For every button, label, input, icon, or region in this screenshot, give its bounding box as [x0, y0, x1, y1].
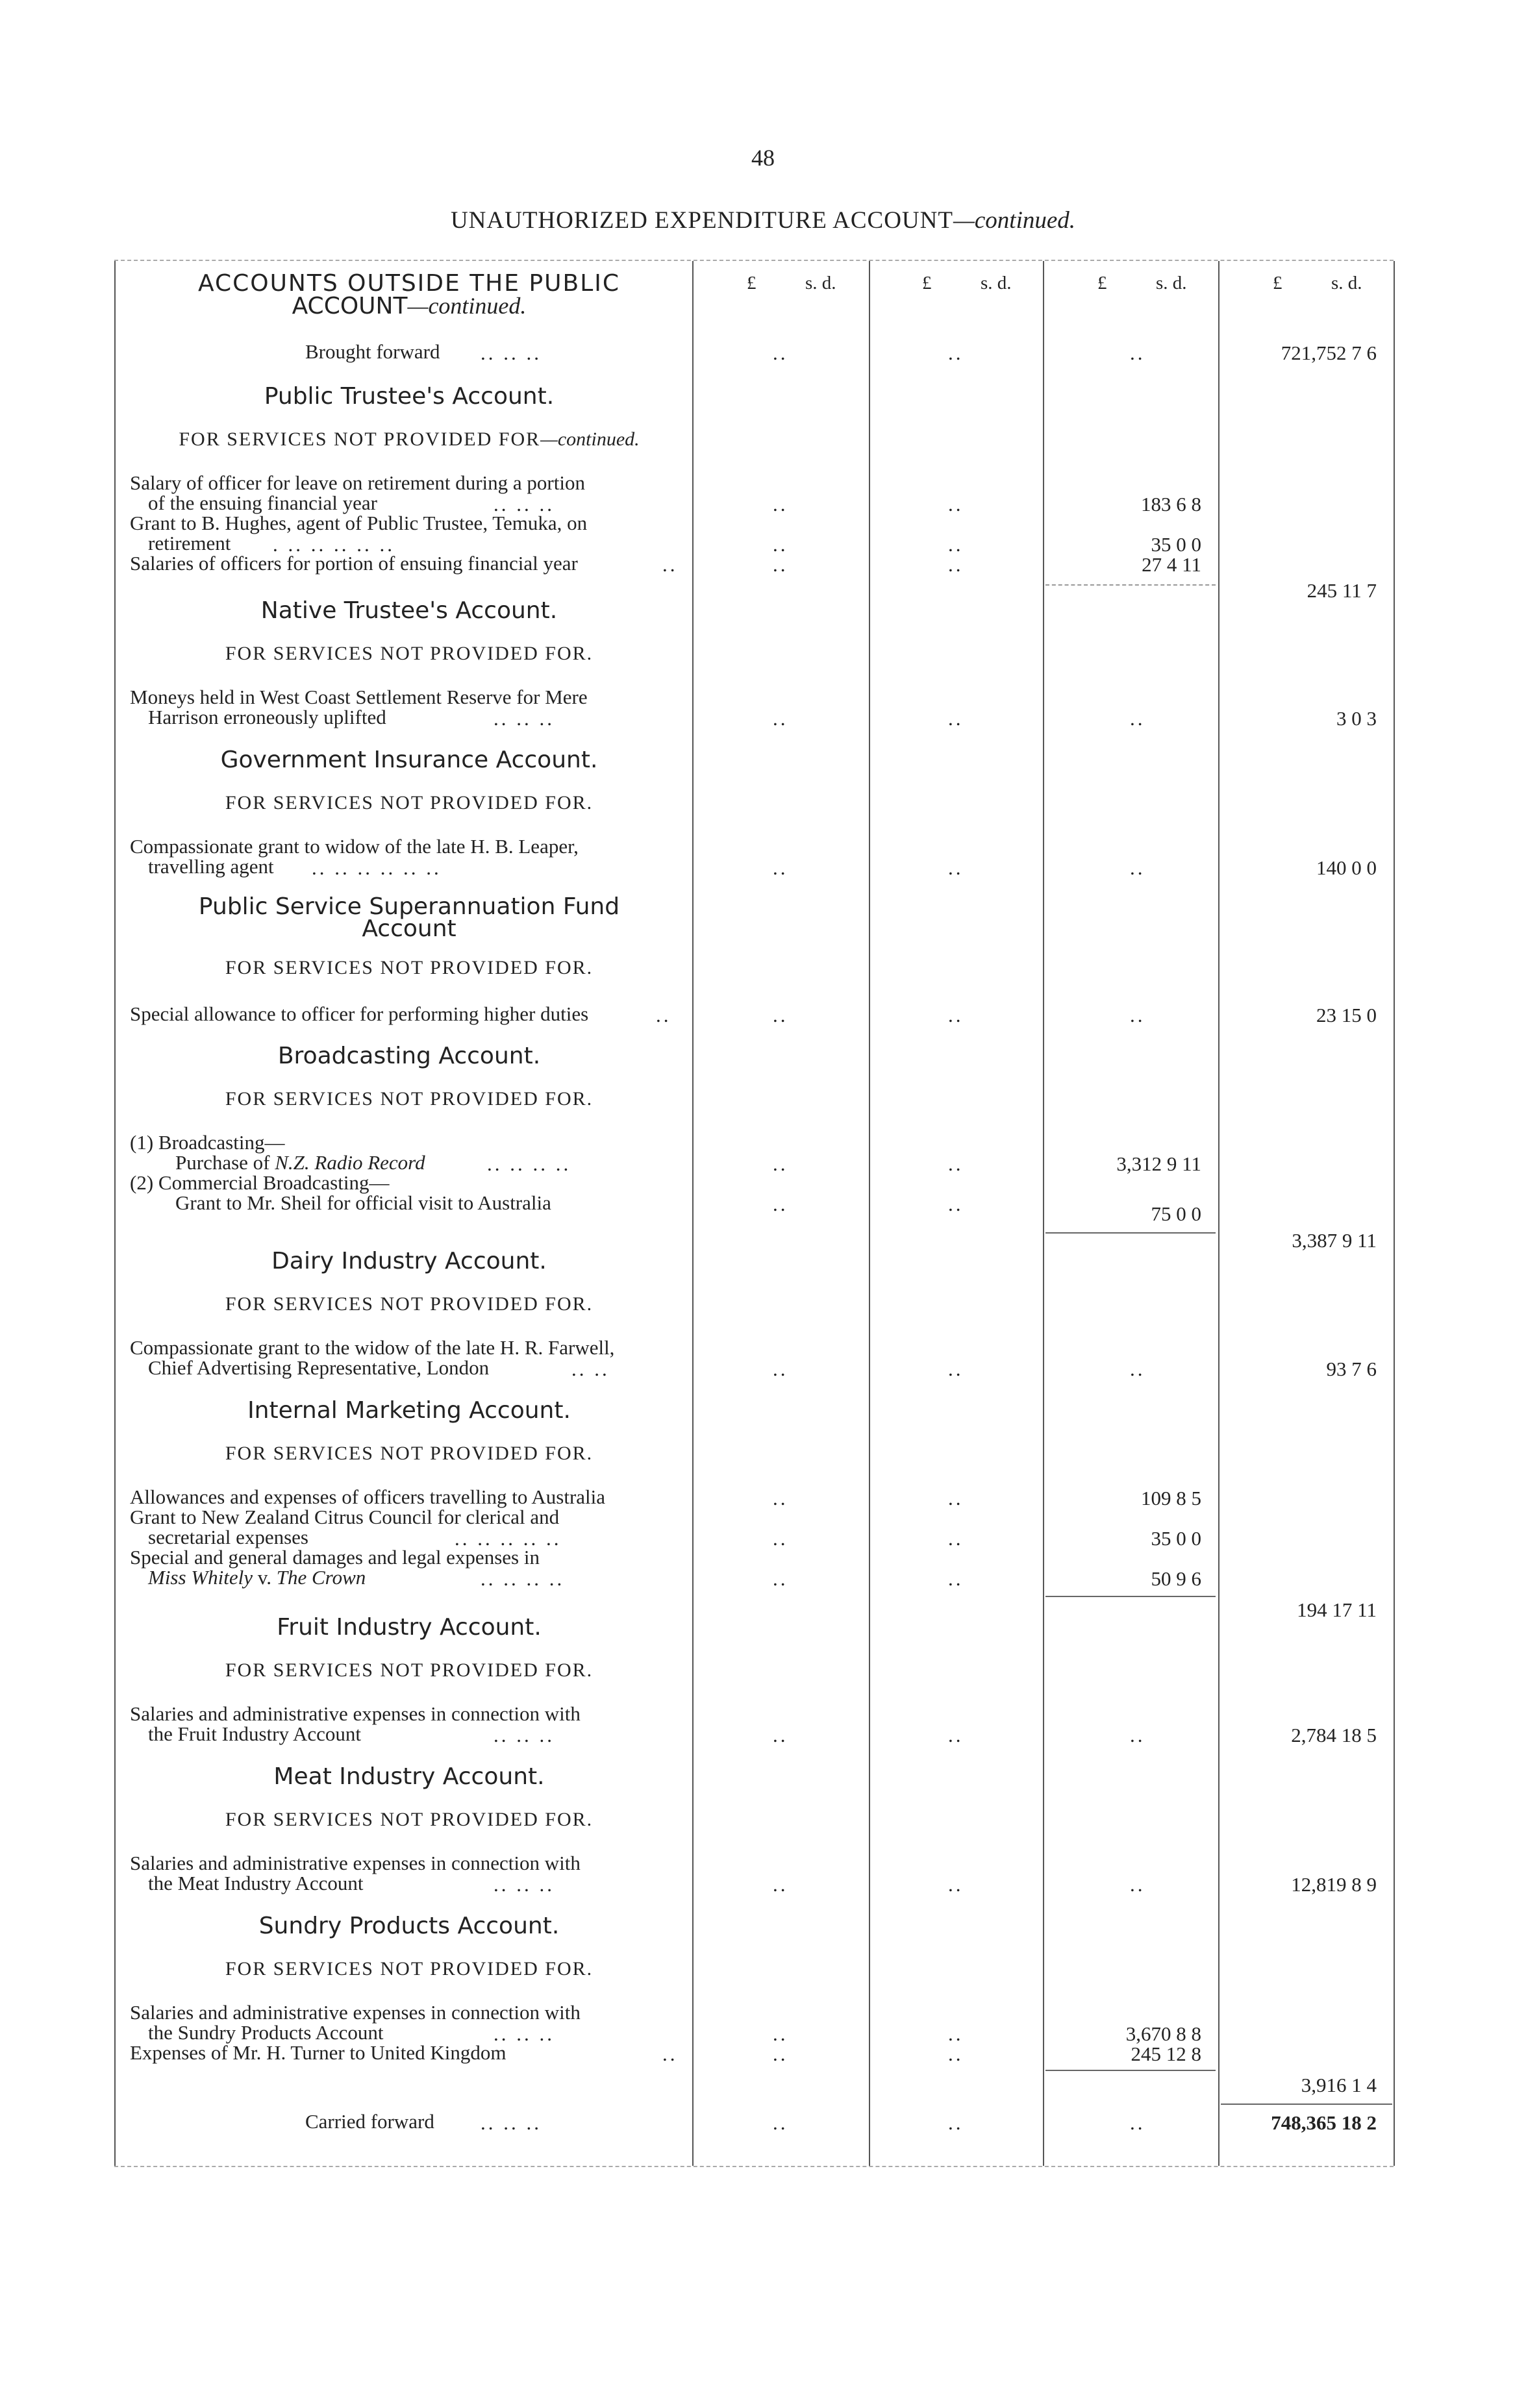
- section-subtitle: FOR SERVICES NOT PROVIDED FOR.: [225, 957, 594, 978]
- line-item-italic: Miss Whitely: [148, 1566, 253, 1589]
- col4-sd-header: s. d.: [1331, 273, 1362, 293]
- header-section-line1: ACCOUNTS OUTSIDE THE PUBLIC: [197, 270, 621, 297]
- header-section-suffix: —continued.: [407, 293, 527, 319]
- line-item: [130, 2002, 695, 2042]
- line-item-amount: 75 0 0: [1151, 1202, 1201, 1225]
- page-title-main: UNAUTHORIZED EXPENDITURE ACCOUNT: [450, 207, 953, 234]
- leader-dots: ..: [773, 493, 788, 515]
- section-total: 3,916 1 4: [1301, 2074, 1377, 2096]
- line-item: [130, 1004, 695, 1024]
- leader-dots: ..: [948, 341, 964, 364]
- section-title-line2: Account: [362, 915, 457, 942]
- line-item-text: the Sundry Products Account: [148, 2021, 384, 2044]
- section-total: 194 17 11: [1297, 1598, 1377, 1621]
- section-subtitle-suffix: —continued.: [540, 428, 640, 450]
- col2-sd-header: s. d.: [981, 273, 1012, 293]
- section-title: Broadcasting Account.: [277, 1043, 541, 1069]
- section-title: Sundry Products Account.: [258, 1913, 560, 1939]
- line-item: [130, 687, 695, 727]
- line-item: [130, 1173, 695, 1213]
- leader-dots: ..: [773, 1567, 788, 1590]
- leader-dots: ..: [773, 1193, 788, 1215]
- section-total: 3 0 3: [1336, 707, 1377, 730]
- line-item-text: retirement: [148, 532, 231, 554]
- leader-dots: .. .. ..: [494, 1873, 555, 1896]
- section-title-line1: Public Service Superannuation Fund: [198, 893, 620, 920]
- table-bottom-rule: [114, 2166, 1394, 2167]
- leader-dots: ..: [948, 1358, 964, 1380]
- section-total: 93 7 6: [1326, 1358, 1377, 1380]
- leader-dots: ..: [1130, 707, 1145, 730]
- line-item-text: Salaries and administrative expenses in connection with: [130, 2001, 581, 2024]
- leader-dots: ..: [948, 707, 964, 730]
- line-item: [130, 1337, 695, 1378]
- leader-dots: ..: [948, 2111, 964, 2134]
- col4-pound-header: £: [1273, 273, 1282, 293]
- line-item-text: travelling agent: [148, 855, 274, 878]
- brought-forward-total: 721,752 7 6: [1281, 341, 1377, 364]
- leader-dots: ..: [948, 1193, 964, 1215]
- table-header-title: [117, 270, 701, 319]
- section-subtitle: FOR SERVICES NOT PROVIDED FOR.: [225, 792, 594, 813]
- line-item-text: Salaries of officers for portion of ensuing financial year: [130, 552, 578, 575]
- line-item-text: secretarial expenses: [148, 1526, 309, 1548]
- section-subtitle: FOR SERVICES NOT PROVIDED FOR.: [225, 1088, 594, 1110]
- section-title: [117, 893, 701, 942]
- leader-dots: ..: [1130, 341, 1145, 364]
- leader-dots: ..: [662, 2042, 678, 2065]
- leader-dots: ..: [773, 341, 788, 364]
- subtotal-rule: [1045, 2070, 1216, 2071]
- line-item-amount: 245 12 8: [1131, 2042, 1201, 2065]
- leader-dots: ..: [1130, 856, 1145, 879]
- leader-dots: ..: [948, 1004, 964, 1026]
- carried-forward-label: Carried forward: [305, 2110, 434, 2133]
- column-divider-2: [869, 261, 870, 2166]
- leader-dots: ..: [948, 553, 964, 576]
- page-number: 48: [751, 145, 775, 171]
- leader-dots: ..: [773, 856, 788, 879]
- col3-pound-header: £: [1097, 273, 1107, 293]
- leader-dots: ..: [773, 1004, 788, 1026]
- leader-dots: ..: [1130, 2111, 1145, 2134]
- line-item-text: Salaries and administrative expenses in connection with: [130, 1702, 581, 1725]
- section-subtitle-text: FOR SERVICES NOT PROVIDED FOR: [179, 428, 541, 450]
- section-total: 12,819 8 9: [1291, 1873, 1377, 1896]
- section-subtitle: FOR SERVICES NOT PROVIDED FOR.: [225, 1443, 594, 1464]
- leader-dots: .. .. ..: [494, 493, 555, 515]
- line-item-text: Grant to Mr. Sheil for official visit to Australia: [175, 1191, 551, 1214]
- leader-dots: .. .. .. ..: [481, 1567, 565, 1590]
- leader-dots: ..: [773, 553, 788, 576]
- leader-dots: ..: [773, 1487, 788, 1509]
- leader-dots: ..: [948, 2042, 964, 2065]
- leader-dots: ..: [948, 1724, 964, 1746]
- line-item-amount: 3,312 9 11: [1116, 1152, 1201, 1175]
- line-item-text: Grant to B. Hughes, agent of Public Trustee, Temuka, on: [130, 512, 588, 534]
- section-total: 245 11 7: [1307, 579, 1377, 602]
- leader-dots: .. .. ..: [494, 2022, 555, 2045]
- section-title: Internal Marketing Account.: [247, 1397, 571, 1424]
- page-title: [0, 206, 1526, 234]
- col1-pound-header: £: [747, 273, 757, 293]
- line-item-text: Chief Advertising Representative, London: [148, 1356, 490, 1379]
- line-item: [130, 1853, 695, 1893]
- total-rule: [1221, 2104, 1392, 2105]
- leader-dots: ..: [948, 533, 964, 556]
- leader-dots: ..: [948, 1487, 964, 1509]
- line-item-amount: 109 8 5: [1141, 1487, 1201, 1509]
- carried-forward-total: 748,365 18 2: [1271, 2111, 1377, 2134]
- leader-dots: ..: [773, 2111, 788, 2134]
- section-subtitle: FOR SERVICES NOT PROVIDED FOR.: [225, 1659, 594, 1681]
- leader-dots: .. ..: [571, 1358, 610, 1380]
- leader-dots: ..: [948, 493, 964, 515]
- line-item-amount: 35 0 0: [1151, 1527, 1201, 1550]
- line-item-text: the Fruit Industry Account: [148, 1722, 362, 1745]
- leader-dots: ..: [656, 1004, 671, 1026]
- section-subtitle: FOR SERVICES NOT PROVIDED FOR.: [225, 1958, 594, 1980]
- section-title: Public Trustee's Account.: [264, 383, 555, 410]
- leader-dots: . .. .. .. .. ..: [273, 533, 395, 556]
- line-item-text: Moneys held in West Coast Settlement Reserve for Mere: [130, 686, 588, 708]
- line-item-text: Special allowance to officer for performing higher duties: [130, 1002, 589, 1025]
- leader-dots: ..: [948, 2022, 964, 2045]
- leader-dots: ..: [1130, 1873, 1145, 1896]
- leader-dots: .. .. ..: [481, 341, 542, 364]
- leader-dots: .. .. .. .. ..: [455, 1527, 562, 1550]
- line-item: [130, 553, 695, 573]
- line-item-amount: 50 9 6: [1151, 1567, 1201, 1590]
- line-item: [130, 1547, 695, 1587]
- line-item: [130, 2042, 695, 2063]
- col1-sd-header: s. d.: [805, 273, 836, 293]
- leader-dots: .. .. ..: [494, 707, 555, 730]
- leader-dots: ..: [773, 2022, 788, 2045]
- line-item: [130, 1704, 695, 1744]
- leader-dots: ..: [773, 1358, 788, 1380]
- section-total: 2,784 18 5: [1291, 1724, 1377, 1746]
- line-item-amount: 35 0 0: [1151, 533, 1201, 556]
- line-item: [130, 1487, 695, 1507]
- leader-dots: ..: [1130, 1724, 1145, 1746]
- section-subtitle: FOR SERVICES NOT PROVIDED FOR.: [225, 1293, 594, 1315]
- section-subtitle: FOR SERVICES NOT PROVIDED FOR.: [225, 1809, 594, 1830]
- line-item-text: Salary of officer for leave on retirement during a portion: [130, 471, 585, 494]
- leader-dots: .. .. ..: [481, 2111, 542, 2134]
- page-title-suffix: —continued.: [953, 207, 1076, 234]
- section-subtitle: [117, 428, 701, 451]
- table-top-rule: [114, 260, 1394, 261]
- line-item-text: Compassionate grant to widow of the late H. B. Leaper,: [130, 835, 579, 858]
- line-item-text: Compassionate grant to the widow of the late H. R. Farwell,: [130, 1336, 615, 1359]
- leader-dots: ..: [773, 2042, 788, 2065]
- line-item-text: the Meat Industry Account: [148, 1872, 364, 1894]
- line-item-amount: 27 4 11: [1142, 553, 1201, 576]
- line-item-text: Allowances and expenses of officers travelling to Australia: [130, 1485, 606, 1508]
- section-title: Dairy Industry Account.: [271, 1248, 547, 1274]
- line-item-text: Purchase of: [175, 1151, 275, 1174]
- col3-sd-header: s. d.: [1156, 273, 1187, 293]
- brought-forward-label: Brought forward: [305, 340, 440, 363]
- line-item-italic: The Crown: [276, 1566, 366, 1589]
- section-title: Government Insurance Account.: [220, 747, 598, 773]
- line-item: [130, 1132, 695, 1173]
- line-item-text: Special and general damages and legal expenses in: [130, 1546, 540, 1569]
- line-item-amount: 183 6 8: [1141, 493, 1201, 515]
- leader-dots: ..: [948, 1567, 964, 1590]
- header-section-line2: ACCOUNT: [292, 293, 408, 319]
- table-border-left: [114, 261, 116, 2166]
- line-item-text: Salaries and administrative expenses in connection with: [130, 1852, 581, 1874]
- leader-dots: ..: [773, 533, 788, 556]
- line-item-text: of the ensuing financial year: [148, 491, 377, 514]
- leader-dots: ..: [773, 1873, 788, 1896]
- leader-dots: .. .. .. .. .. ..: [312, 856, 442, 879]
- line-item-text: (1) Broadcasting—: [130, 1131, 285, 1154]
- line-item-italic: N.Z. Radio Record: [275, 1151, 425, 1174]
- section-total: 3,387 9 11: [1292, 1229, 1377, 1252]
- line-item-text: [130, 1567, 695, 1587]
- leader-dots: ..: [662, 553, 678, 576]
- section-title: Meat Industry Account.: [273, 1763, 545, 1790]
- column-divider-4: [1218, 261, 1220, 2166]
- section-total: 140 0 0: [1316, 856, 1377, 879]
- line-item-amount: 3,670 8 8: [1125, 2022, 1201, 2045]
- leader-dots: ..: [1130, 1004, 1145, 1026]
- leader-dots: ..: [773, 1152, 788, 1175]
- leader-dots: ..: [773, 707, 788, 730]
- column-divider-3: [1043, 261, 1044, 2166]
- line-item: [130, 1507, 695, 1547]
- subtotal-rule: [1045, 1232, 1216, 1234]
- leader-dots: ..: [1130, 1358, 1145, 1380]
- table-border-right: [1394, 261, 1395, 2166]
- leader-dots: ..: [948, 1152, 964, 1175]
- line-item-text: Grant to New Zealand Citrus Council for clerical and: [130, 1506, 560, 1528]
- subtotal-rule: [1045, 584, 1216, 586]
- section-title: Fruit Industry Account.: [277, 1614, 542, 1641]
- leader-dots: ..: [948, 1527, 964, 1550]
- section-total: 23 15 0: [1316, 1004, 1377, 1026]
- line-item: [130, 473, 695, 513]
- line-item-text: (2) Commercial Broadcasting—: [130, 1171, 390, 1194]
- col2-pound-header: £: [922, 273, 932, 293]
- line-item-text: Harrison erroneously uplifted: [148, 706, 386, 728]
- leader-dots: .. .. .. ..: [487, 1152, 571, 1175]
- line-item-text: [130, 1152, 695, 1173]
- leader-dots: ..: [948, 856, 964, 879]
- subtotal-rule: [1045, 1596, 1216, 1597]
- leader-dots: .. .. ..: [494, 1724, 555, 1746]
- leader-dots: ..: [773, 1527, 788, 1550]
- leader-dots: ..: [773, 1724, 788, 1746]
- line-item-text: Expenses of Mr. H. Turner to United Kingdom: [130, 2041, 507, 2064]
- leader-dots: ..: [948, 1873, 964, 1896]
- line-item-text: v.: [253, 1566, 277, 1589]
- line-item: [130, 513, 695, 553]
- section-subtitle: FOR SERVICES NOT PROVIDED FOR.: [225, 643, 594, 664]
- section-title: Native Trustee's Account.: [260, 597, 558, 624]
